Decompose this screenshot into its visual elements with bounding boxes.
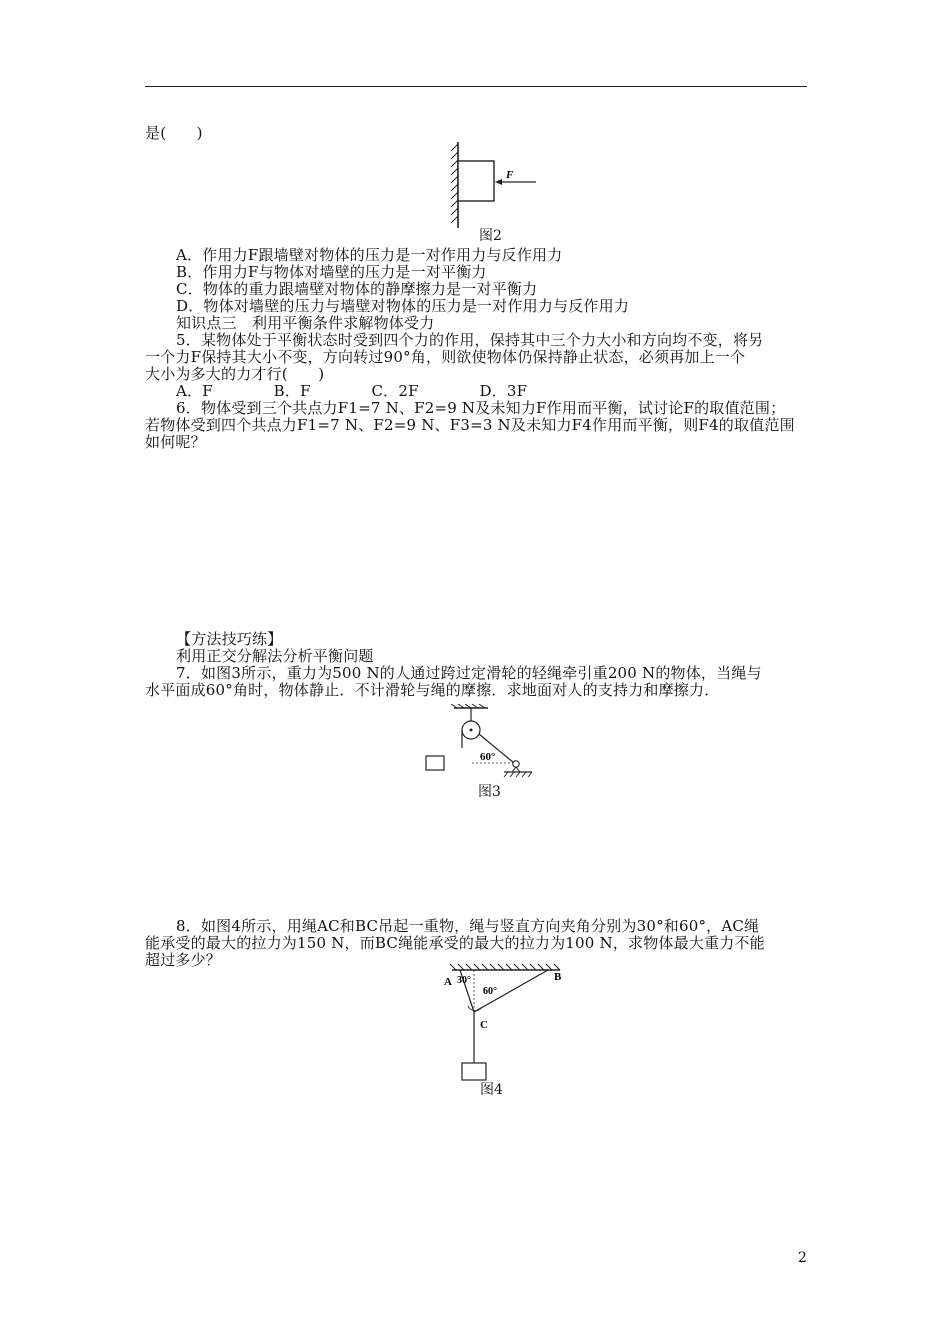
q8-line3: 超过多少？ bbox=[145, 951, 222, 969]
q8-line1: 8．如图4所示，用绳AC和BC吊起一重物，绳与竖直方向夹角分别为30°和60°，AC绳 bbox=[176, 917, 760, 935]
header-rule bbox=[145, 86, 807, 87]
angle-30-label: 30° bbox=[457, 975, 471, 986]
figure-2-caption: 图2 bbox=[479, 228, 502, 244]
figure-2 bbox=[446, 140, 546, 230]
q4-option-a: A．作用力F跟墙壁对物体的压力是一对作用力与反作用力 bbox=[176, 246, 563, 264]
q8-line2: 能承受的最大的拉力为150 N，而BC绳能承受的最大的拉力为100 N，求物体最大重力不能 bbox=[145, 934, 765, 952]
weight-block bbox=[462, 1063, 486, 1080]
q6-line3: 如何呢？ bbox=[145, 433, 206, 451]
q6-line2: 若物体受到四个共点力F1=7 N、F2=9 N、F3=3 N及未知力F4作用而平衡，则F4的取值范围 bbox=[145, 416, 795, 434]
q5-line2: 一个力F保持其大小不变，方向转过90°角，则欲使物体仍保持静止状态，必须再加上一个 bbox=[145, 348, 746, 366]
angle-60-label: 60° bbox=[480, 751, 496, 763]
label-c: C bbox=[480, 1019, 488, 1031]
q7-line2: 水平面成60°角时，物体静止．不计滑轮与绳的摩擦．求地面对人的支持力和摩擦力． bbox=[145, 681, 720, 699]
force-label: F bbox=[506, 169, 514, 181]
q5-line3: 大小为多大的力才行( ) bbox=[145, 365, 325, 383]
figure-4 bbox=[430, 960, 580, 1086]
q4-option-d: D．物体对墙壁的压力与墙壁对物体的压力是一对作用力与反作用力 bbox=[176, 297, 630, 315]
figure-4-caption: 图4 bbox=[480, 1082, 503, 1098]
figure-3-caption: 图3 bbox=[478, 784, 501, 800]
angle-60-label: 60° bbox=[483, 986, 497, 997]
methods-heading: 【方法技巧练】 bbox=[176, 630, 283, 648]
methods-subheading: 利用正交分解法分析平衡问题 bbox=[176, 647, 374, 665]
q5-line1: 5．某物体处于平衡状态时受到四个力的作用，保持其中三个力大小和方向均不变，将另 bbox=[176, 331, 764, 349]
q6-line1: 6．物体受到三个共点力F1=7 N、F2=9 N及未知力F作用而平衡，试讨论F的取值范围； bbox=[176, 399, 786, 417]
page-number: 2 bbox=[798, 1250, 807, 1266]
q5-options: A．F B．F C．2F D．3F bbox=[176, 382, 528, 400]
q7-line1: 7．如图3所示，重力为500 N的人通过跨过定滑轮的轻绳牵引重200 N的物体，当绳与 bbox=[176, 664, 762, 682]
label-a: A bbox=[444, 976, 452, 988]
section3-heading: 知识点三 利用平衡条件求解物体受力 bbox=[176, 314, 435, 332]
block bbox=[458, 161, 494, 201]
q4-option-c: C．物体的重力跟墙壁对物体的静摩擦力是一对平衡力 bbox=[176, 280, 538, 298]
q4-option-b: B．作用力F与物体对墙壁的压力是一对平衡力 bbox=[176, 263, 487, 281]
label-b: B bbox=[554, 971, 562, 983]
hanging-weight bbox=[426, 756, 444, 770]
figure-3 bbox=[420, 704, 540, 788]
q4-stem-end: 是( ) bbox=[145, 124, 203, 142]
